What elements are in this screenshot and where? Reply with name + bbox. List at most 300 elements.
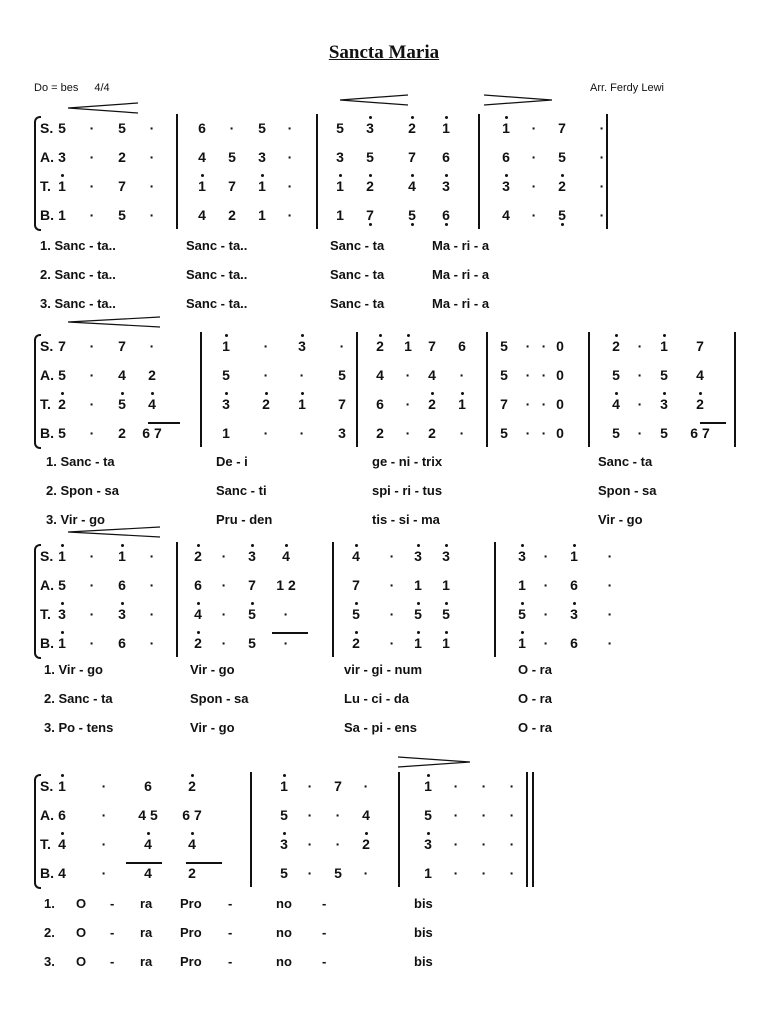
lyric-text: Vir - go xyxy=(598,512,643,527)
note: 7 xyxy=(362,207,378,223)
note: · xyxy=(101,836,107,852)
crescendo-mark xyxy=(340,94,408,106)
note: 2 xyxy=(608,338,624,354)
note: 3 xyxy=(566,606,582,622)
note: 2 xyxy=(348,635,364,651)
note: 1 xyxy=(58,207,66,223)
lyric-text: - xyxy=(322,896,327,911)
note: 5 xyxy=(612,425,620,441)
note: · xyxy=(89,396,95,412)
note: · xyxy=(263,367,269,383)
lyric-text: Spon - sa xyxy=(190,691,249,706)
lyric-text: no xyxy=(276,954,292,969)
note: · xyxy=(453,778,459,794)
part-label: B. xyxy=(40,425,54,441)
note: · xyxy=(101,807,107,823)
note: · xyxy=(543,635,549,651)
lyric-text: Vir - go xyxy=(190,662,235,677)
lyric-text: O - ra xyxy=(518,720,552,735)
note: 6 xyxy=(118,577,126,593)
note: 6 xyxy=(442,149,450,165)
note: · xyxy=(283,606,289,622)
note: · xyxy=(543,577,549,593)
bar-line xyxy=(332,542,334,657)
lyric-text: Sanc - ti xyxy=(216,483,267,498)
note: 5 xyxy=(338,367,346,383)
note: · xyxy=(149,548,155,564)
note: 5 xyxy=(500,338,508,354)
note: · xyxy=(89,577,95,593)
note: · xyxy=(509,778,515,794)
note: · xyxy=(637,396,643,412)
note: 7 xyxy=(58,338,66,354)
bar-line xyxy=(316,114,318,229)
note: · xyxy=(149,635,155,651)
note: · xyxy=(335,836,341,852)
bar-line xyxy=(176,542,178,657)
note: 6 7 xyxy=(142,425,162,441)
note: 1 xyxy=(498,120,514,136)
note: 1 xyxy=(336,207,344,223)
note: · xyxy=(149,149,155,165)
note: 3 xyxy=(498,178,514,194)
note: · xyxy=(389,577,395,593)
note: 2 xyxy=(148,367,156,383)
note: · xyxy=(531,178,537,194)
lyric-text: O - ra xyxy=(518,691,552,706)
lyric-text: O xyxy=(76,896,87,911)
lyric-text: Pru - den xyxy=(216,512,273,527)
note: 5 xyxy=(660,425,668,441)
note: · xyxy=(525,425,531,441)
note: · xyxy=(89,367,95,383)
note: 3 xyxy=(58,149,66,165)
note: 6 xyxy=(438,207,454,223)
part-label: A. xyxy=(40,367,54,383)
note: 5 xyxy=(258,120,266,136)
note: 5 xyxy=(348,606,364,622)
lyric-text: ge - ni - trix xyxy=(372,454,443,469)
note: · xyxy=(149,207,155,223)
note: 5 xyxy=(410,606,426,622)
note: · xyxy=(307,836,313,852)
note: 6 xyxy=(194,577,202,593)
note: 7 xyxy=(248,577,256,593)
note: 5 xyxy=(280,865,288,881)
lyric-text: 1. xyxy=(44,896,55,911)
note: 6 7 xyxy=(182,807,202,823)
lyric-text: Vir - go xyxy=(190,720,235,735)
part-label: T. xyxy=(40,396,51,412)
note: 4 xyxy=(118,367,126,383)
note: · xyxy=(287,207,293,223)
note: 1 xyxy=(424,865,432,881)
note: · xyxy=(287,149,293,165)
note: · xyxy=(599,149,605,165)
note: 5 xyxy=(660,367,668,383)
note: · xyxy=(541,338,547,354)
note: 3 xyxy=(410,548,426,564)
note: 5 xyxy=(58,120,66,136)
note: 4 xyxy=(198,149,206,165)
lyric-text: 2. Spon - sa xyxy=(46,483,119,498)
bar-line xyxy=(606,114,608,229)
bar-line xyxy=(526,772,528,887)
note: 1 2 xyxy=(276,577,296,593)
note: · xyxy=(509,807,515,823)
lyric-text: no xyxy=(276,925,292,940)
lyric-text: vir - gi - num xyxy=(344,662,422,677)
note: 5 xyxy=(228,149,236,165)
note: 4 xyxy=(140,836,156,852)
note: 2 xyxy=(188,865,196,881)
note: 4 xyxy=(190,606,206,622)
note: 1 xyxy=(566,548,582,564)
note: 2 xyxy=(376,425,384,441)
note: 7 xyxy=(558,120,566,136)
note: 5 xyxy=(500,367,508,383)
note: · xyxy=(287,120,293,136)
lyric-text: Sanc - ta xyxy=(330,267,385,282)
note: · xyxy=(339,338,345,354)
note: 4 xyxy=(54,836,70,852)
note: · xyxy=(607,577,613,593)
note: 1 xyxy=(438,635,454,651)
note: 0 xyxy=(556,396,564,412)
lyric-text: bis xyxy=(414,896,433,911)
note: · xyxy=(307,865,313,881)
note: · xyxy=(543,606,549,622)
note: · xyxy=(101,865,107,881)
note: · xyxy=(299,367,305,383)
note: 4 xyxy=(376,367,384,383)
note: 5 xyxy=(280,807,288,823)
note: 5 xyxy=(118,120,126,136)
part-label: T. xyxy=(40,836,51,852)
note: 5 xyxy=(424,807,432,823)
song-title: Sancta Maria xyxy=(328,42,440,63)
crescendo-mark xyxy=(68,526,160,538)
note: · xyxy=(453,836,459,852)
note: 5 xyxy=(558,149,566,165)
note: 0 xyxy=(556,338,564,354)
lyric-text: 1. Sanc - ta xyxy=(46,454,115,469)
note: · xyxy=(149,338,155,354)
lyric-text: Pro xyxy=(180,954,202,969)
note: · xyxy=(541,425,547,441)
lyric-text: no xyxy=(276,896,292,911)
part-label: T. xyxy=(40,606,51,622)
note: · xyxy=(389,606,395,622)
lyric-text: 3. Po - tens xyxy=(44,720,114,735)
note: · xyxy=(229,120,235,136)
note: 1 xyxy=(254,178,270,194)
note: 2 xyxy=(190,548,206,564)
note: 5 xyxy=(514,606,530,622)
lyric-text: 3. Sanc - ta.. xyxy=(40,296,116,311)
note: 3 xyxy=(656,396,672,412)
lyric-text: Sanc - ta xyxy=(330,296,385,311)
lyric-text: Ma - ri - a xyxy=(432,238,490,253)
note: 2 xyxy=(190,635,206,651)
lyric-text: 1. Vir - go xyxy=(44,662,103,677)
note: · xyxy=(149,577,155,593)
note: 1 xyxy=(54,178,70,194)
note: · xyxy=(101,778,107,794)
lyric-text: Sa - pi - ens xyxy=(344,720,417,735)
lyric-text: ra xyxy=(140,954,153,969)
note: 7 xyxy=(352,577,360,593)
note: · xyxy=(599,120,605,136)
note: 0 xyxy=(556,425,564,441)
note: 6 xyxy=(570,577,578,593)
lyric-text: - xyxy=(110,896,115,911)
note: · xyxy=(637,367,643,383)
note: · xyxy=(363,865,369,881)
note: 7 xyxy=(428,338,436,354)
lyric-text: Lu - ci - da xyxy=(344,691,409,706)
lyric-text: O xyxy=(76,954,87,969)
note: · xyxy=(389,635,395,651)
note: 4 xyxy=(198,207,206,223)
note: · xyxy=(221,606,227,622)
note: · xyxy=(453,807,459,823)
lyric-text: O - ra xyxy=(518,662,552,677)
note: 4 xyxy=(696,367,704,383)
note-beam xyxy=(186,862,222,864)
note: 2 xyxy=(372,338,388,354)
note: · xyxy=(607,606,613,622)
note: · xyxy=(89,120,95,136)
note: · xyxy=(637,425,643,441)
note: 1 xyxy=(114,548,130,564)
note: · xyxy=(287,178,293,194)
note: · xyxy=(221,635,227,651)
note: · xyxy=(263,338,269,354)
lyric-text: bis xyxy=(414,954,433,969)
lyric-text: 2. Sanc - ta.. xyxy=(40,267,116,282)
note: 2 xyxy=(118,149,126,165)
note: 2 xyxy=(428,425,436,441)
note: · xyxy=(543,548,549,564)
lyric-text: - xyxy=(228,925,233,940)
bar-line xyxy=(588,332,590,447)
note: 1 xyxy=(54,548,70,564)
note: 1 xyxy=(222,425,230,441)
note: 5 xyxy=(58,367,66,383)
note: 7 xyxy=(338,396,346,412)
note: 3 xyxy=(258,149,266,165)
lyric-text: bis xyxy=(414,925,433,940)
note: 1 xyxy=(294,396,310,412)
bar-line xyxy=(200,332,202,447)
lyric-text: ra xyxy=(140,896,153,911)
bar-line xyxy=(176,114,178,229)
lyric-text: Pro xyxy=(180,925,202,940)
note: 2 xyxy=(358,836,374,852)
lyric-text: - xyxy=(110,925,115,940)
note: 5 xyxy=(500,425,508,441)
note: 7 xyxy=(118,178,126,194)
note: · xyxy=(607,635,613,651)
note: 6 xyxy=(58,807,66,823)
note: 2 xyxy=(54,396,70,412)
note: · xyxy=(481,778,487,794)
note: 3 xyxy=(420,836,436,852)
lyric-text: - xyxy=(228,954,233,969)
key-signature: Do = bes 4/4 xyxy=(34,82,110,94)
note: 3 xyxy=(218,396,234,412)
part-label: T. xyxy=(40,178,51,194)
note: · xyxy=(405,396,411,412)
note: · xyxy=(149,178,155,194)
note: 1 xyxy=(518,577,526,593)
lyric-text: 3. xyxy=(44,954,55,969)
note: 4 xyxy=(608,396,624,412)
note: 6 xyxy=(458,338,466,354)
note: 5 xyxy=(58,425,66,441)
lyric-text: Pro xyxy=(180,896,202,911)
bar-line xyxy=(532,772,534,887)
note: 1 xyxy=(276,778,292,794)
lyric-text: 1. Sanc - ta.. xyxy=(40,238,116,253)
note-beam xyxy=(272,632,308,634)
note: 1 xyxy=(454,396,470,412)
lyric-text: 2. Sanc - ta xyxy=(44,691,113,706)
note: · xyxy=(307,807,313,823)
lyric-text: Ma - ri - a xyxy=(432,296,490,311)
note: 7 xyxy=(228,178,236,194)
note: 1 xyxy=(54,635,70,651)
note: · xyxy=(283,635,289,651)
note: 1 xyxy=(438,120,454,136)
note: 4 xyxy=(362,807,370,823)
note: · xyxy=(481,836,487,852)
note: · xyxy=(459,425,465,441)
bar-line xyxy=(356,332,358,447)
time-signature: 4/4 xyxy=(94,82,110,94)
note: · xyxy=(89,635,95,651)
note: 6 xyxy=(502,149,510,165)
note: 6 xyxy=(198,120,206,136)
note: · xyxy=(149,120,155,136)
note: · xyxy=(531,149,537,165)
note: 1 xyxy=(194,178,210,194)
note: 1 xyxy=(410,635,426,651)
note: · xyxy=(389,548,395,564)
part-label: A. xyxy=(40,807,54,823)
lyric-text: O xyxy=(76,925,87,940)
note: · xyxy=(481,865,487,881)
part-label: S. xyxy=(40,548,54,564)
note: 1 xyxy=(442,577,450,593)
note: 3 xyxy=(362,120,378,136)
note: 7 xyxy=(408,149,416,165)
note: · xyxy=(509,836,515,852)
note: · xyxy=(541,367,547,383)
note: 6 xyxy=(118,635,126,651)
note-beam xyxy=(148,422,180,424)
note: · xyxy=(263,425,269,441)
note: 2 xyxy=(184,778,200,794)
lyric-text: - xyxy=(110,954,115,969)
note: · xyxy=(459,367,465,383)
note: 3 xyxy=(336,149,344,165)
note: · xyxy=(481,807,487,823)
lyric-text: Ma - ri - a xyxy=(432,267,490,282)
note: 4 xyxy=(502,207,510,223)
note: 4 xyxy=(58,865,66,881)
note: 5 xyxy=(222,367,230,383)
note: · xyxy=(221,548,227,564)
note: 5 xyxy=(366,149,374,165)
note: · xyxy=(599,207,605,223)
note: 3 xyxy=(244,548,260,564)
note: 5 xyxy=(334,865,342,881)
note: 1 xyxy=(656,338,672,354)
note: 5 xyxy=(244,606,260,622)
note: · xyxy=(599,178,605,194)
note: 3 xyxy=(276,836,292,852)
note: · xyxy=(89,149,95,165)
note: 5 xyxy=(248,635,256,651)
note: · xyxy=(541,396,547,412)
lyric-text: Sanc - ta.. xyxy=(186,267,248,282)
note: 2 xyxy=(404,120,420,136)
lyric-text: Spon - sa xyxy=(598,483,657,498)
note: 4 xyxy=(144,396,160,412)
lyric-text: Sanc - ta.. xyxy=(186,238,248,253)
note: · xyxy=(509,865,515,881)
lyric-text: Sanc - ta.. xyxy=(186,296,248,311)
note: 5 xyxy=(404,207,420,223)
note: 5 xyxy=(118,207,126,223)
note: 2 xyxy=(424,396,440,412)
decrescendo-mark xyxy=(484,94,552,106)
bar-line xyxy=(250,772,252,887)
arranger-credit: Arr. Ferdy Lewi xyxy=(590,82,664,94)
lyric-text: - xyxy=(322,954,327,969)
note: 2 xyxy=(258,396,274,412)
part-label: B. xyxy=(40,635,54,651)
part-label: S. xyxy=(40,778,54,794)
note: 1 xyxy=(218,338,234,354)
note: 1 xyxy=(400,338,416,354)
note: 3 xyxy=(438,178,454,194)
note: 5 xyxy=(612,367,620,383)
bar-line xyxy=(486,332,488,447)
note: · xyxy=(525,396,531,412)
lyric-text: tis - si - ma xyxy=(372,512,440,527)
note: · xyxy=(149,606,155,622)
note: · xyxy=(637,338,643,354)
part-label: A. xyxy=(40,149,54,165)
note: 3 xyxy=(338,425,346,441)
note: 1 xyxy=(514,635,530,651)
note: 2 xyxy=(118,425,126,441)
note: 5 xyxy=(438,606,454,622)
lyric-text: De - i xyxy=(216,454,248,469)
note: · xyxy=(531,207,537,223)
note: 3 xyxy=(114,606,130,622)
note: · xyxy=(89,425,95,441)
lyric-text: ra xyxy=(140,925,153,940)
note: 4 xyxy=(348,548,364,564)
lyric-text: 3. Vir - go xyxy=(46,512,105,527)
note: 1 xyxy=(54,778,70,794)
note: 6 7 xyxy=(690,425,710,441)
note: · xyxy=(335,807,341,823)
